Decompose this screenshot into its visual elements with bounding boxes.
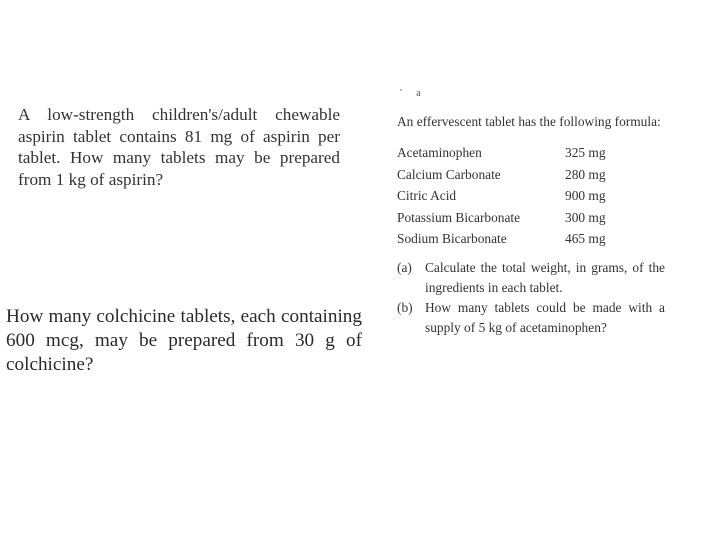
- formula-row: [397, 185, 606, 207]
- page-mark: ' a: [400, 88, 427, 99]
- formula-row: [397, 228, 606, 250]
- ingredient-amount: 300 mg: [565, 209, 606, 225]
- subquestion-label: (b): [397, 299, 413, 315]
- question-colchicine-text: How many colchicine tablets, each containing 600 mcg, may be prepared from 30 g of colchicine?: [6, 306, 362, 375]
- question-colchicine: [6, 305, 362, 377]
- ingredient-name: Calcium Carbonate: [397, 166, 501, 182]
- subquestion-label: (a): [397, 259, 412, 275]
- formula-row: [397, 207, 606, 229]
- ingredient-name: Sodium Bicarbonate: [397, 231, 507, 246]
- question-aspirin-text: A low-strength children's/adult chewable aspirin tablet contains 81 mg of aspirin per tablet. How many tablets may be prepared from 1 kg of aspirin?: [18, 105, 340, 189]
- subquestion-b: [397, 298, 665, 338]
- ingredient-amount: 900 mg: [565, 188, 606, 203]
- subquestion-a: [397, 258, 665, 298]
- question-aspirin: [18, 104, 340, 190]
- ingredient-amount: 280 mg: [565, 166, 606, 182]
- formula-row: [397, 142, 606, 164]
- subquestion-text: How many tablets could be made with a supply of 5 kg of acetaminophen?: [425, 299, 665, 335]
- ingredient-name: Acetaminophen: [397, 145, 482, 160]
- formula-row: [397, 164, 606, 186]
- formula-table: [397, 142, 606, 250]
- subquestion-text: Calculate the total weight, in grams, of the ingredients in each tablet.: [425, 259, 665, 295]
- ingredient-amount: 465 mg: [565, 231, 606, 246]
- ingredient-amount: 325 mg: [565, 145, 606, 160]
- question-effervescent: [397, 112, 665, 338]
- question-effervescent-intro: An effervescent tablet has the following formula:: [397, 114, 661, 129]
- ingredient-name: Citric Acid: [397, 188, 457, 203]
- ingredient-name: Potassium Bicarbonate: [397, 209, 521, 225]
